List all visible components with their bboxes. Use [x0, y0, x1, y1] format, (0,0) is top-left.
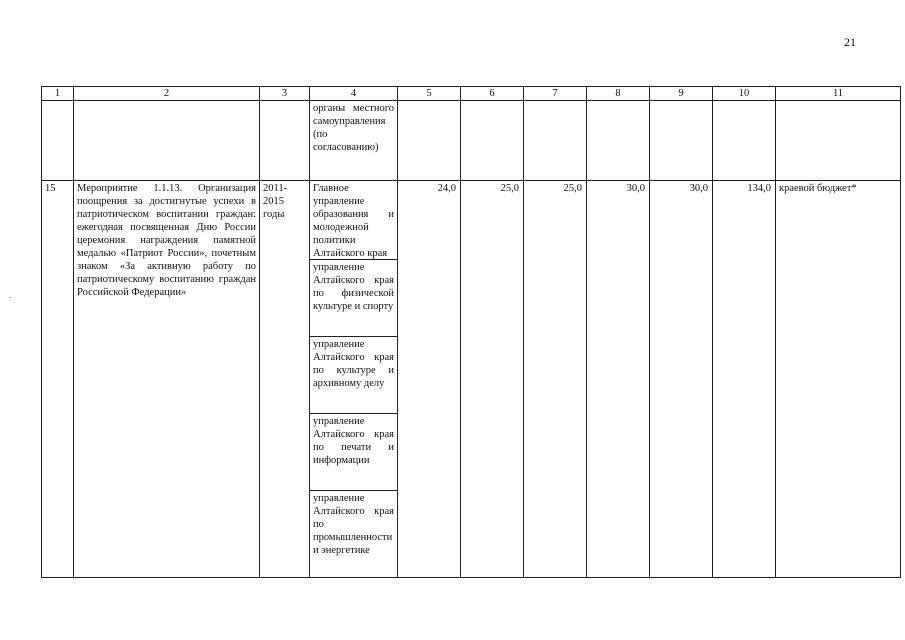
value-total: 134,0 [713, 181, 776, 578]
column-number-row [42, 87, 901, 101]
value-2011: 24,0 [398, 181, 461, 578]
column-header-4: 4 [310, 87, 398, 101]
column-header-11: 11 [776, 87, 901, 101]
column-header-8: 8 [587, 87, 650, 101]
cell-empty [713, 101, 776, 181]
cell-empty [42, 101, 74, 181]
executor-item: управление Алтайского края по промышленности и энергетике [313, 493, 394, 556]
value-2014: 30,0 [587, 181, 650, 578]
column-header-5: 5 [398, 87, 461, 101]
value-2015: 30,0 [650, 181, 713, 578]
column-header-10: 10 [713, 87, 776, 101]
cell-empty [650, 101, 713, 181]
executor-item: управление Алтайского края по культуре и архивному делу [310, 337, 397, 414]
table-row [42, 181, 901, 578]
cell-empty [461, 101, 524, 181]
cell-empty [74, 101, 260, 181]
column-header-1: 1 [42, 87, 74, 101]
cell-empty [776, 101, 901, 181]
executor-item: Главное управление образования и молодежной политики Алтайского края [310, 181, 397, 260]
row-number: 15 [42, 181, 74, 578]
period: 2011-2015 годы [260, 181, 310, 578]
value-2013: 25,0 [524, 181, 587, 578]
cell-executor-continuation: органы местного самоуправления (по согласованию) [310, 101, 398, 181]
stray-mark: . [9, 291, 11, 300]
executor-item: управление Алтайского края по физической культуре и спорту [310, 260, 397, 337]
executor-list [310, 181, 398, 578]
activity-description: Мероприятие 1.1.13. Организация поощрения за достигнутые успехи в патриотическом воспитании граждан: ежегодная посвященная Дню России церемония награждения памятной медалью «Патриот России», почетным знаком «За активную работу по патриотическому воспитанию граждан Российской Федерации» [74, 181, 260, 578]
cell-empty [587, 101, 650, 181]
value-2012: 25,0 [461, 181, 524, 578]
page-number: 21 [844, 35, 856, 49]
column-header-6: 6 [461, 87, 524, 101]
cell-empty [260, 101, 310, 181]
column-header-3: 3 [260, 87, 310, 101]
column-header-7: 7 [524, 87, 587, 101]
column-header-9: 9 [650, 87, 713, 101]
cell-empty [524, 101, 587, 181]
cell-empty [398, 101, 461, 181]
program-table [41, 86, 901, 578]
funding-source: краевой бюджет* [776, 181, 901, 578]
continuation-row [42, 101, 901, 181]
executor-item: управление Алтайского края по печати и информации [310, 414, 397, 491]
column-header-2: 2 [74, 87, 260, 101]
